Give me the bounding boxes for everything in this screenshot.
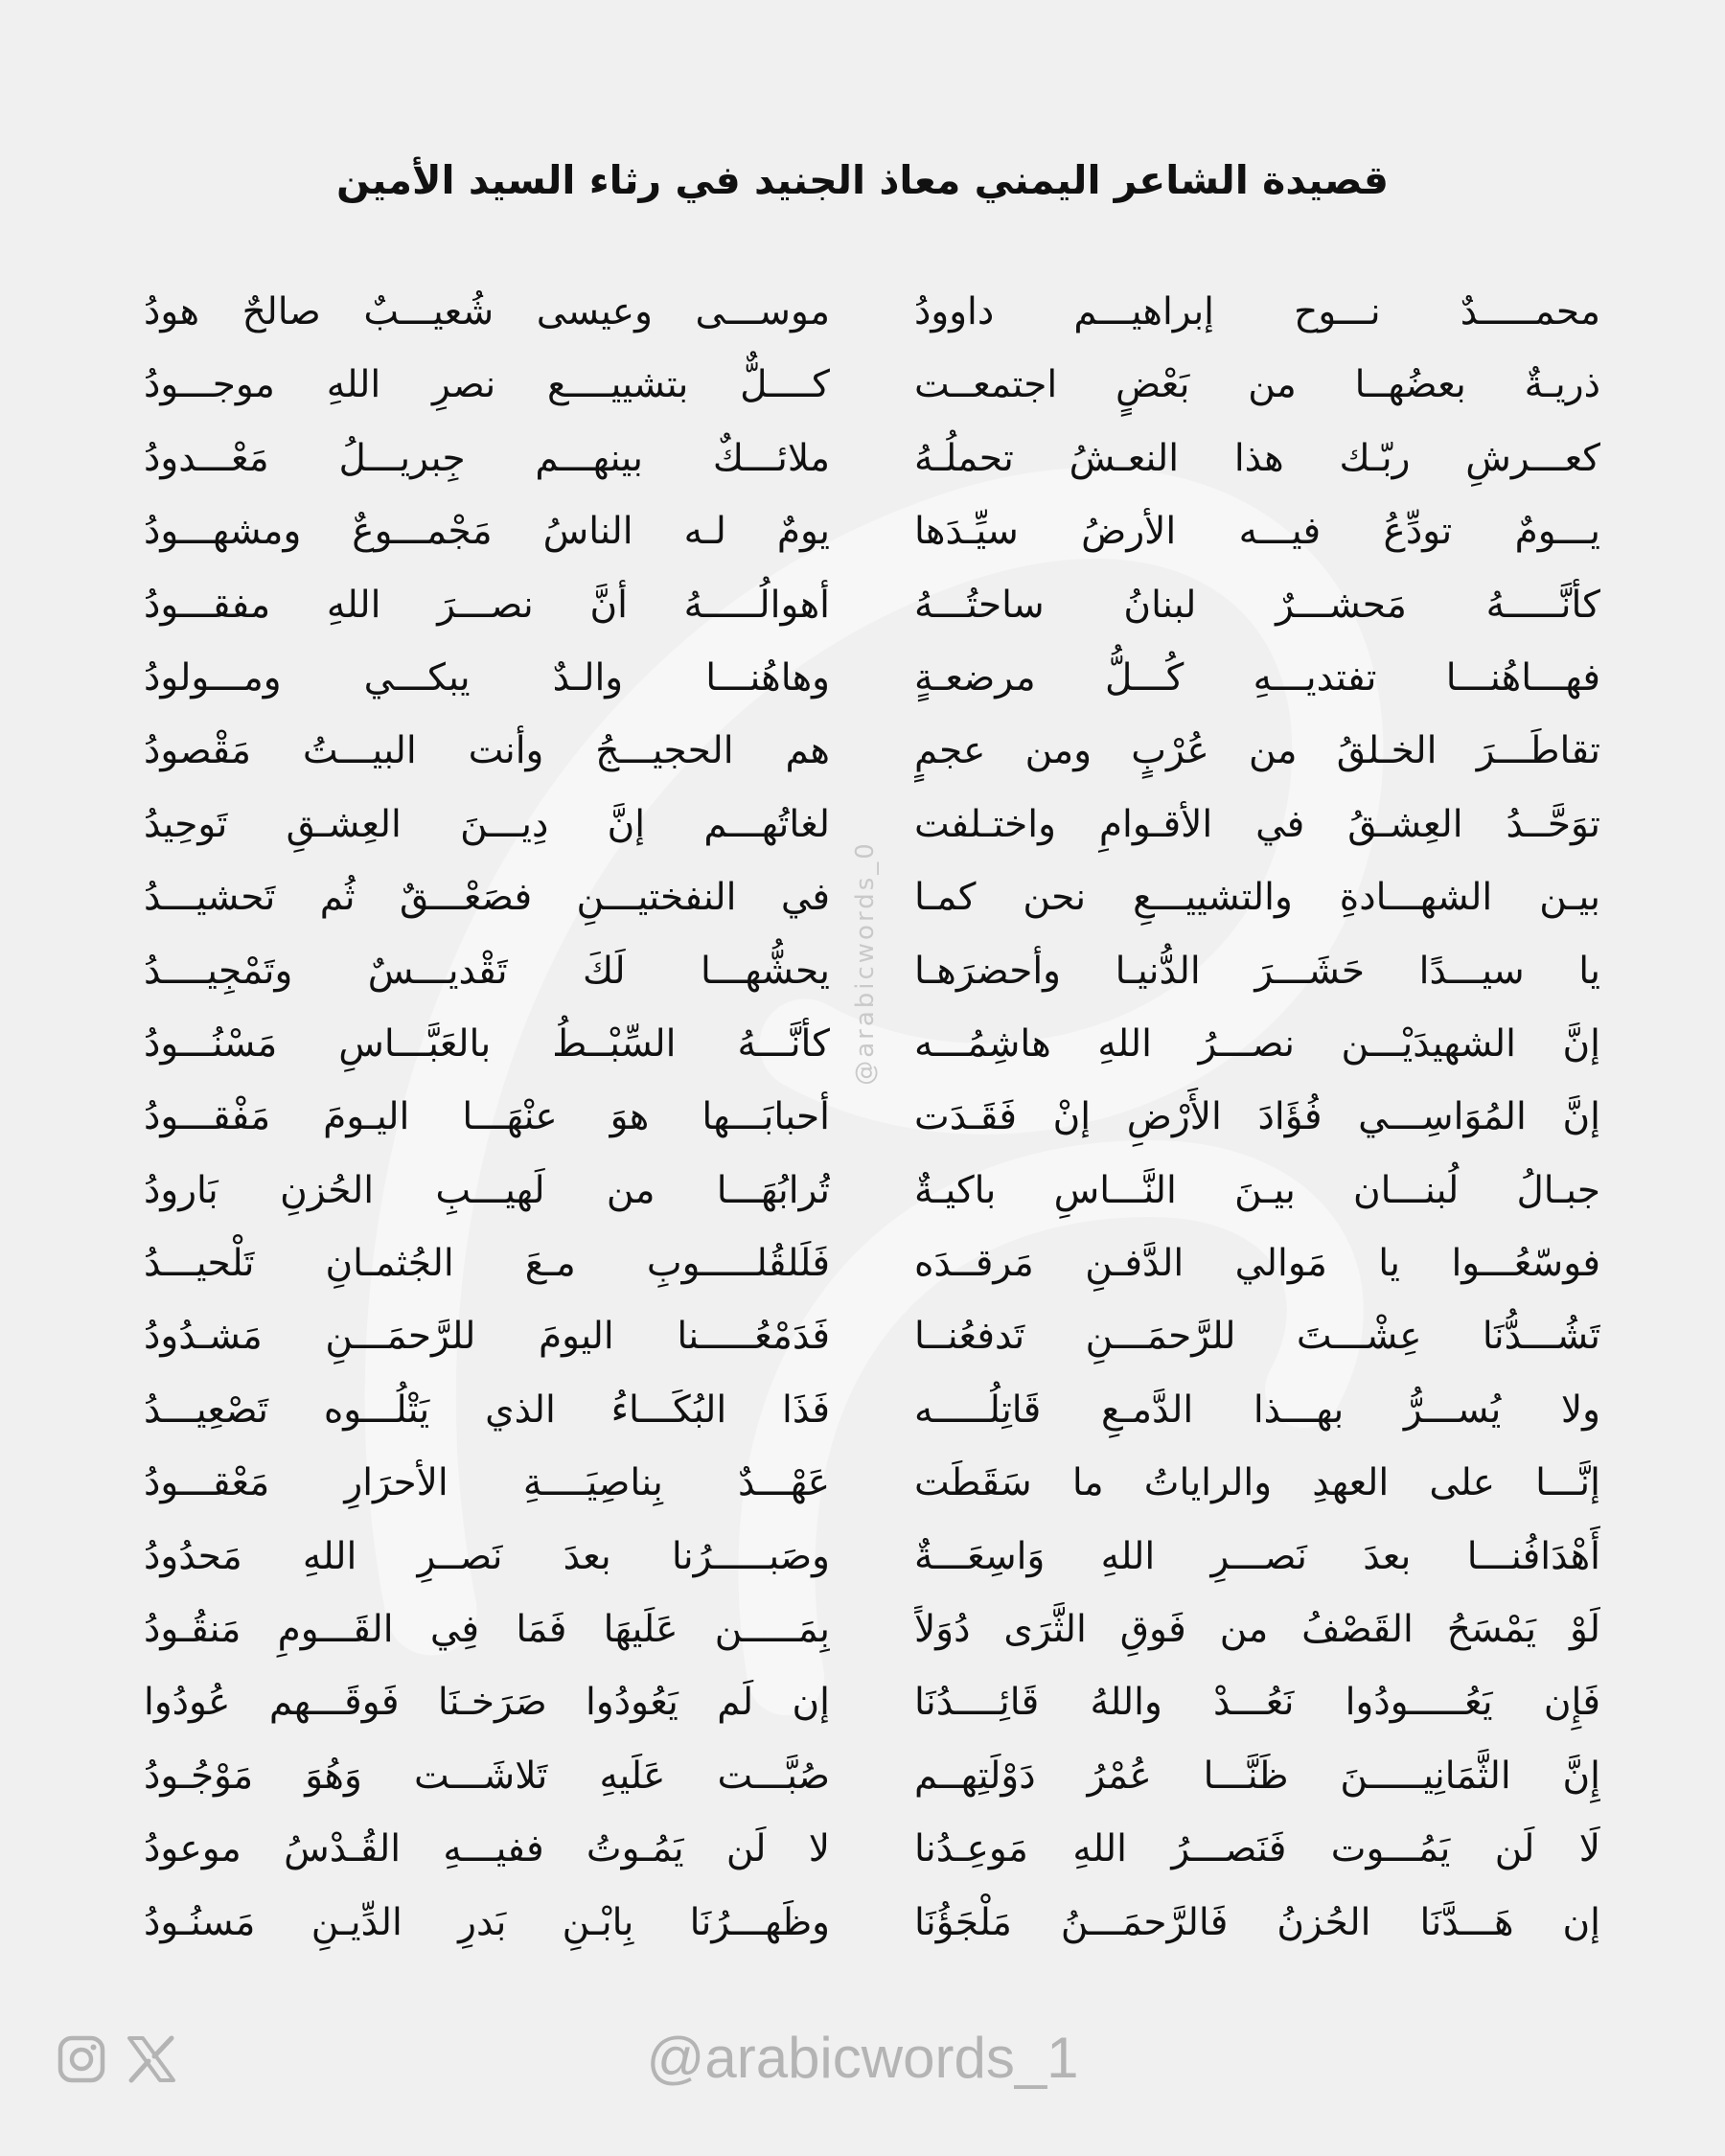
verse-left: أهوالُـــــهُ أنَّ نصـــرَ اللهِ مفقـــودُ	[144, 583, 830, 627]
verse-left: عَهْـــدٌ بِناصِيَــــةِ الأحرَارِ مَعْقـــودُ	[144, 1461, 830, 1505]
verse-right: ولا يُســـرُّ بهـــذا الدَّمـعِ قَاتِلُـــــه	[914, 1388, 1600, 1432]
verse-left: بِمَـــــن عَلَيهَا فَمَا فِي القَـــومِ مَنقُـودُ	[144, 1608, 830, 1652]
verse-left: إن لَم يَعُودُوا صَرَخـنَا فَوقَـــهم عُودُوا	[144, 1681, 830, 1725]
verse-right: توَحَّــدُ العِشـقُ في الأقـوامِ واختـلفت	[914, 802, 1600, 846]
verse-left: كــــلٌّ بتشييــــع نصرِ اللهِ موجـــودُ	[144, 363, 830, 407]
verse-right: فهـــاهُنـــا تفتديـــهِ كُـــلُّ مرضعـةٍ	[914, 655, 1600, 700]
verse-right: كعـــرشِ ربّـك هذا النعـشُ تحملُـهُ	[914, 436, 1600, 480]
verse-left: هم الحجيـــجُ وأنت البيـــتُ مَقْصودُ	[144, 729, 830, 773]
verse-left: فَذَا البُكَـــاءُ الذي يَتْلُـــوه تَصْعِيـــدُ	[144, 1388, 830, 1432]
verse-left: يحشُّهـــا لَكَ تَقْديـــسٌ وتَمْجِيــــدُ	[144, 949, 830, 993]
poem-body	[144, 276, 1600, 1953]
verse-right: إنَّ الشهيدَيْـــن نصـــرُ اللهِ هاشِمُـــه	[914, 1021, 1600, 1066]
poem-column-left	[144, 276, 830, 1960]
verse-left: أحبابَـــها هوَ عنْهَـــا اليـومَ مَفْقـــودُ	[144, 1095, 830, 1139]
verse-left: صُبَّـــت عَلَيهِ تَلاشَـــت وَهُوَ مَوْجُـودُ	[144, 1754, 830, 1798]
verse-right: كأنَّـــــهُ مَحشـــرٌ لبنانُ ساحتُـــهُ	[914, 583, 1600, 627]
verse-right: بيـن الشهـــادةِ والتشييـــعِ نحن كمـا	[914, 876, 1600, 920]
verse-left: موســـى وعيسى شُعيـــبٌ صالحٌ هودُ	[144, 290, 830, 333]
verse-left: فَلَلقُلـــــوبِ مـعَ الجُثمـانِ تَلْحيـــدُ	[144, 1242, 830, 1286]
verse-left: فَدَمْعُـــــنا اليومَ للرَّحمَـــنِ مَشـدُودُ	[144, 1315, 830, 1359]
verse-right: فَإِن يَعُـــــودُوا نَعُـــدْ واللهُ قَائِــــدُنَا	[914, 1681, 1600, 1725]
verse-left: لغاتُهـــم إنَّ دِيـــنَ العِشـقِ تَوحِيدُ	[144, 802, 830, 846]
verse-right: محمـــــدٌ نـــوح إبراهيـــم داوودُ	[914, 290, 1600, 333]
verse-left: وصَبـــــرُنا بعدَ نَصــرِ اللهِ مَحدُودُ	[144, 1534, 830, 1578]
verse-right: لَوْ يَمْسَحُ القَصْفُ من فَوقِ الثَّرَى دُوَلاً	[914, 1608, 1600, 1652]
verse-right: أَهْدَافُنـــا بعدَ نَصـــرِ اللهِ وَاسِعَـــةٌ	[914, 1534, 1600, 1578]
footer-handle: @arabicwords_1	[646, 2026, 1079, 2090]
verse-left: لا لَن يَمُـوتُ ففيـــهِ القُـدْسُ موعودُ	[144, 1827, 830, 1871]
verse-left: يومٌ لـه الناسُ مَجْمـــوعٌ ومشهـــودُ	[144, 510, 830, 554]
verse-left: كأنَّـــهُ السِّبْــطُ بالعَبَّـــاسِ مَسْنُـــودُ	[144, 1021, 830, 1066]
verse-right: إنَّـــا على العهدِ والراياتُ ما سَقَطَت	[914, 1461, 1600, 1505]
verse-right: تَشُـــدُّنَا عِشْـــتَ للرَّحمَـــنِ تَدفعُنــا	[914, 1315, 1600, 1359]
verse-right: تقاطَـــرَ الخـلقُ من عُرْبٍ ومن عجمٍ	[914, 729, 1600, 773]
poem-column-right	[914, 276, 1600, 1960]
verse-right: فوسّعُـــوا يا مَوالي الدَّفـنِ مَرقــدَه	[914, 1242, 1600, 1286]
verse-left: ملائـــكٌ بينهـــم جِبريـــلُ مَعْـــدودُ	[144, 436, 830, 480]
footer	[0, 2020, 1725, 2097]
verse-right: يا سيـــدًا حَشَـــرَ الدُّنيـا وأحضرَهـا	[914, 949, 1600, 993]
verse-right: يـــومٌ تودِّعُ فيـــه الأرضُ سيِّـدَها	[914, 510, 1600, 554]
verse-right: إن هَـــدَّنَا الحُزنُ فَالرَّحمَـــنُ مَلْجَؤُنَا	[914, 1900, 1600, 1944]
verse-left: في النفختيـــنِ فصَعْـــقٌ ثُم تَحشيـــدُ	[144, 876, 830, 920]
poem-title: قصيدة الشاعر اليمني معاذ الجنيد في رثاء السيد الأمين	[335, 157, 1389, 203]
verse-left: تُرابُهَـــا من لَهيـــبِ الحُزنِ بَارودُ	[144, 1168, 830, 1212]
verse-left: وهاهُنـــا والـدٌ يبكـــي ومـــولودُ	[144, 655, 830, 700]
verse-right: إِنَّ الثَّمَانِيـــــنَ ظَنَّـــا عُمْرُ دَوْلَتِهــم	[914, 1754, 1600, 1798]
verse-left: وظَهـــرُنَا بِابْـنِ بَدرِ الدِّيـنِ مَسنُـودُ	[144, 1900, 830, 1944]
vertical-watermark-text: @arabicwords_0	[851, 840, 880, 1086]
verse-right: لَا لَن يَمُـــوت فَنَصـــرُ اللهِ مَوعِـدُنا	[914, 1827, 1600, 1871]
verse-right: ذريـةٌ بعضُهــا من بَعْضٍ اجتمعــت	[914, 363, 1600, 407]
verse-right: إنَّ المُوَاسِـــي فُؤَادَ الأَرْضِ إنْ فَقَـدَت	[914, 1095, 1600, 1139]
verse-right: جبـالُ لُبنـــان بيـنَ النَّـــاسِ باكيـةٌ	[914, 1168, 1600, 1212]
